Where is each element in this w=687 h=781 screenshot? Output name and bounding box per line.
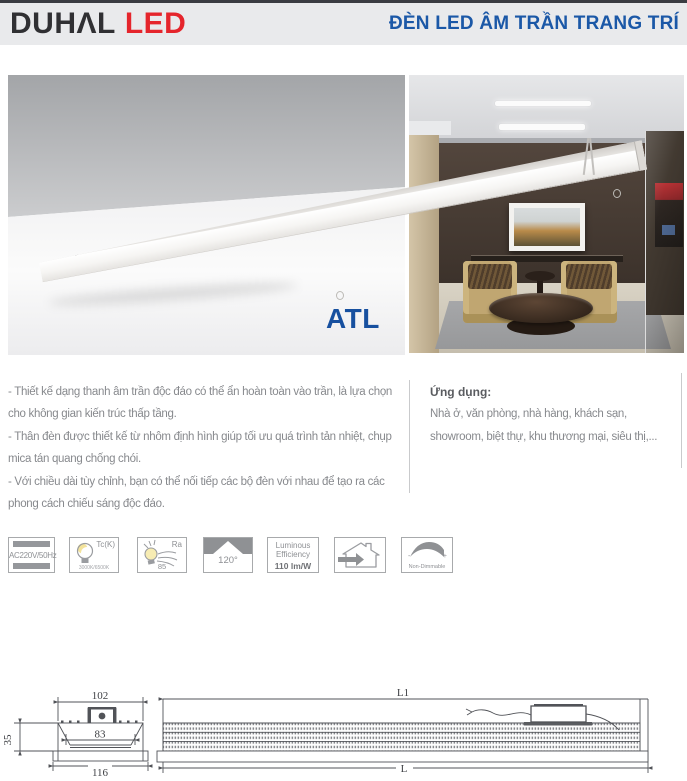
safety-cable-loop: [613, 189, 621, 198]
brand-duhal: DUHΛL: [10, 7, 116, 40]
applications-section: [430, 381, 682, 448]
armchair-cushion: [468, 264, 512, 289]
pillar: [409, 131, 439, 353]
description-bullet: - Thân đèn được thiết kế từ nhôm định hình giúp tối ưu quá trình tản nhiệt, chụp mica tán quang chống chói.: [8, 430, 392, 466]
brand-logo: [10, 9, 186, 39]
applications-text: Nhà ở, văn phòng, nhà hàng, khách sạn, showroom, biệt thự, khu thương mại, siêu thị,...: [430, 408, 658, 443]
ra-value: 85: [157, 562, 167, 571]
page-header: [0, 3, 687, 45]
dim-length-body: L: [400, 763, 408, 775]
description-bullet: - Thiết kế dạng thanh âm trần độc đáo có thể ẩn hoàn toàn vào trần, là lựa chọn cho không gian kiến trúc thấp tầng.: [8, 386, 393, 421]
beam-angle-value: 120°: [218, 555, 238, 566]
safety-cable-loop: [336, 291, 344, 300]
armchair-cushion: [566, 264, 612, 289]
efficiency-line1: Luminous: [275, 541, 311, 550]
soffit: [409, 121, 451, 135]
product-model: ATL: [326, 303, 380, 334]
glass-wall: [645, 131, 684, 353]
tck-label: Tc(K): [96, 540, 115, 549]
power-bar-top: [13, 541, 50, 547]
description-bullet: - Với chiều dài tùy chỉnh, bạn có thể nối tiếp các bộ đèn với nhau để tạo ra các phong cách chiếu sáng độc đáo.: [8, 475, 385, 511]
efficiency-value: 110 lm/W: [274, 561, 312, 571]
dim-inner-width: 83: [94, 728, 106, 741]
ceiling-light-bar: [495, 101, 591, 106]
dim-top-width: 102: [91, 690, 109, 702]
side-table-top: [525, 271, 555, 281]
spec-cri-icon: [137, 537, 187, 573]
ceiling-light-bar: [499, 124, 585, 130]
brand-led: LED: [124, 7, 187, 40]
dimming-label: Non-Dimmable: [408, 564, 446, 570]
power-bar-bottom: [13, 563, 50, 569]
column-divider: [409, 380, 410, 493]
spec-power-icon: [8, 537, 55, 573]
dimmer-minus: -: [408, 553, 411, 560]
coffee-table-top: [489, 293, 593, 323]
spec-dimming-icon: [401, 537, 453, 573]
efficiency-line2: Efficiency: [275, 550, 311, 559]
spec-color-temp-icon: [69, 537, 119, 573]
spec-efficiency-icon: [267, 537, 319, 573]
dim-height: 35: [2, 734, 14, 746]
ra-label: Ra: [171, 540, 182, 549]
spec-beam-angle-icon: [203, 537, 253, 573]
coffee-table: [489, 293, 593, 339]
dimmer-plus: +: [442, 553, 447, 560]
color-temp-label: 3000K/6500K: [78, 565, 110, 571]
dim-bottom-width: 116: [91, 767, 109, 779]
power-label: AC220V/50Hz: [9, 551, 57, 560]
product-description: [8, 381, 404, 515]
right-divider: [681, 373, 682, 468]
page-title: ĐÈN LED ÂM TRẦN TRANG TRÍ: [389, 13, 679, 34]
applications-heading: Ứng dụng:: [430, 385, 492, 399]
dim-length-total: L1: [396, 687, 410, 699]
house-icon: [335, 538, 385, 572]
wall-art-frame: [509, 203, 585, 251]
technical-drawing: [0, 685, 687, 781]
spec-indoor-icon: [334, 537, 386, 573]
interior-photo: [409, 75, 684, 353]
